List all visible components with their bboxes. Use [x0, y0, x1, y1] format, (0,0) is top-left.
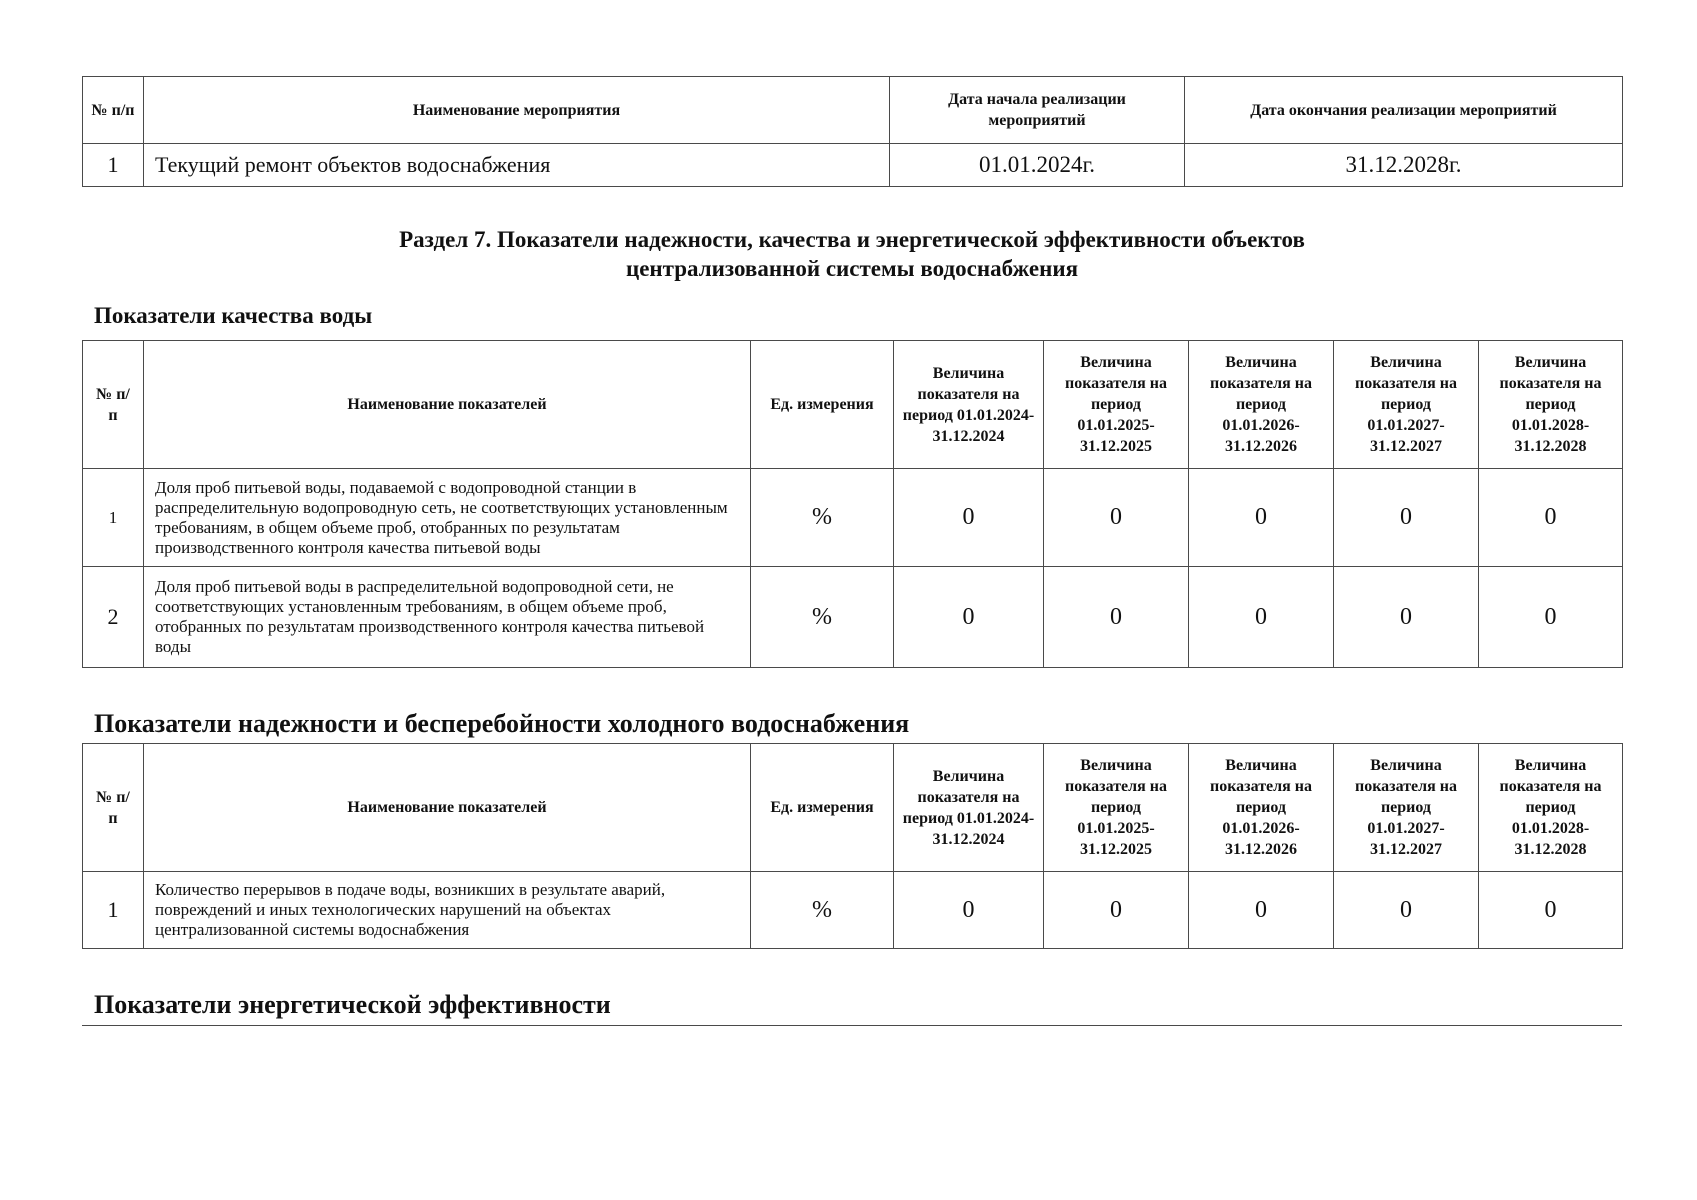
header-event-name: Наименование мероприятия [144, 77, 890, 144]
row-num: 1 [83, 144, 144, 187]
start-date: 01.01.2024г. [890, 144, 1185, 187]
value-2027: 0 [1334, 567, 1479, 668]
value-2024: 0 [894, 872, 1044, 949]
value-2026: 0 [1189, 567, 1334, 668]
events-header-row [83, 77, 1623, 144]
value-2024: 0 [894, 567, 1044, 668]
header-unit: Ед. измерения [751, 744, 894, 872]
section-title [82, 225, 1622, 283]
header-num: № п/п [83, 744, 144, 872]
header-indicator-name: Наименование показателей [144, 341, 751, 469]
header-period-2027: Величина показателя на период 01.01.2027-31.12.2027 [1334, 341, 1479, 469]
indicator-name: Количество перерывов в подаче воды, возникших в результате аварий, повреждений и иных технологических нарушений на объектах централизованной системы водоснабжения [144, 872, 751, 949]
header-period-2025: Величина показателя на период 01.01.2025-31.12.2025 [1044, 744, 1189, 872]
value-2028: 0 [1479, 567, 1623, 668]
events-table [82, 76, 1623, 187]
header-period-2024: Величина показателя на период 01.01.2024-31.12.2024 [894, 744, 1044, 872]
header-period-2027: Величина показателя на период 01.01.2027-31.12.2027 [1334, 744, 1479, 872]
value-2027: 0 [1334, 469, 1479, 567]
header-num: № п/п [83, 341, 144, 469]
header-period-2028: Величина показателя на период 01.01.2028-31.12.2028 [1479, 744, 1623, 872]
unit: % [751, 872, 894, 949]
event-name: Текущий ремонт объектов водоснабжения [144, 144, 890, 187]
value-2024: 0 [894, 469, 1044, 567]
row-num: 2 [83, 567, 144, 668]
value-2025: 0 [1044, 872, 1189, 949]
table-row [83, 469, 1623, 567]
indicator-name: Доля проб питьевой воды, подаваемой с водопроводной станции в распределительную водопроводную сеть, не соответствующих установленным требованиям, в общем объеме проб, отобранных по результатам производственного контроля качества питьевой воды [144, 469, 751, 567]
unit: % [751, 469, 894, 567]
value-2028: 0 [1479, 469, 1623, 567]
header-unit: Ед. измерения [751, 341, 894, 469]
row-num: 1 [83, 469, 144, 567]
table-row [83, 872, 1623, 949]
value-2027: 0 [1334, 872, 1479, 949]
header-period-2026: Величина показателя на период 01.01.2026-31.12.2026 [1189, 341, 1334, 469]
header-period-2024: Величина показателя на период 01.01.2024-31.12.2024 [894, 341, 1044, 469]
value-2028: 0 [1479, 872, 1623, 949]
reliability-table [82, 743, 1623, 949]
header-indicator-name: Наименование показателей [144, 744, 751, 872]
header-start-date: Дата начала реализации мероприятий [890, 77, 1185, 144]
value-2026: 0 [1189, 469, 1334, 567]
table-row [83, 567, 1623, 668]
row-num: 1 [83, 872, 144, 949]
quality-table [82, 340, 1623, 668]
reliability-heading: Показатели надежности и бесперебойности холодного водоснабжения [94, 709, 910, 738]
value-2025: 0 [1044, 469, 1189, 567]
reliability-header-row [83, 744, 1623, 872]
quality-header-row [83, 341, 1623, 469]
quality-heading: Показатели качества воды [94, 303, 373, 328]
end-date: 31.12.2028г. [1185, 144, 1623, 187]
header-period-2028: Величина показателя на период 01.01.2028-31.12.2028 [1479, 341, 1623, 469]
header-period-2026: Величина показателя на период 01.01.2026-31.12.2026 [1189, 744, 1334, 872]
value-2025: 0 [1044, 567, 1189, 668]
table-row [83, 144, 1623, 187]
energy-heading: Показатели энергетической эффективности [94, 990, 611, 1019]
section-title-line-1: Раздел 7. Показатели надежности, качества и энергетической эффективности объектов [399, 227, 1305, 252]
unit: % [751, 567, 894, 668]
indicator-name: Доля проб питьевой воды в распределительной водопроводной сети, не соответствующих установленным требованиям, в общем объеме проб, отобранных по результатам производственного контроля качества питьевой воды [144, 567, 751, 668]
value-2026: 0 [1189, 872, 1334, 949]
header-num: № п/п [83, 77, 144, 144]
header-end-date: Дата окончания реализации мероприятий [1185, 77, 1623, 144]
section-title-line-2: централизованной системы водоснабжения [625, 256, 1079, 281]
header-period-2025: Величина показателя на период 01.01.2025-31.12.2025 [1044, 341, 1189, 469]
energy-table-top-border [82, 1025, 1622, 1026]
